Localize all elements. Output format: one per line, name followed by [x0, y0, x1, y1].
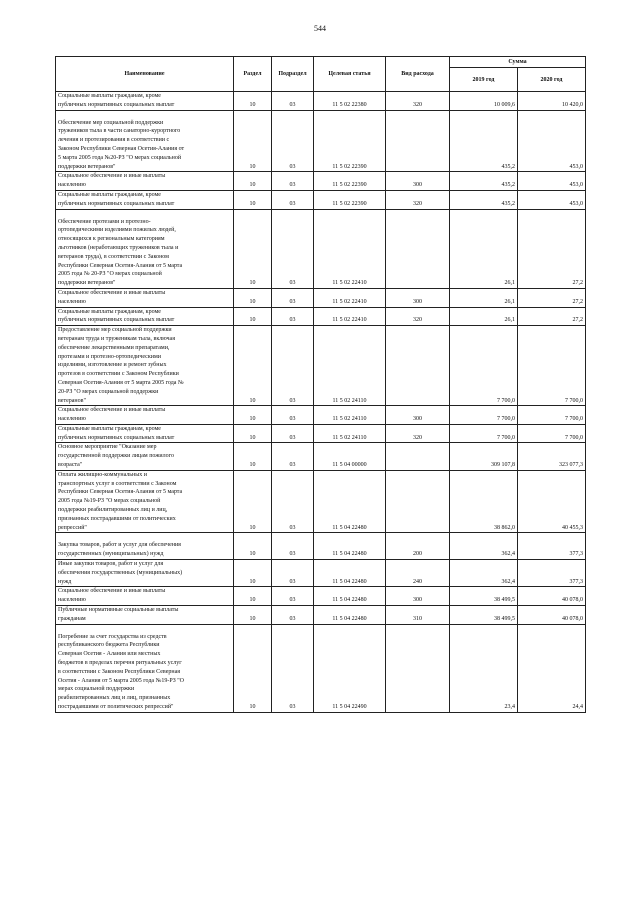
table-row: [56, 587, 586, 606]
row-expense-type: 200: [386, 533, 450, 560]
row-section: 10: [234, 533, 272, 560]
page-number: 544: [314, 24, 326, 33]
row-name-line: Обеспечение мер социальной поддержки: [58, 119, 164, 126]
row-section: 10: [234, 606, 272, 625]
row-name-line: обеспечения государственных (муниципальных): [58, 569, 183, 576]
row-section: 10: [234, 307, 272, 326]
row-name-line: Иные закупки товаров, работ и услуг для: [58, 561, 164, 568]
row-subsection: 03: [272, 587, 314, 606]
row-name-line: ветеранов": [58, 397, 86, 404]
row-expense-type: [386, 443, 450, 470]
row-name-line: мерах социальной поддержки: [58, 686, 135, 693]
row-section: 10: [234, 443, 272, 470]
row-name-line: ортопедическими изделиями пожилых людей,: [58, 227, 176, 234]
row-section: 10: [234, 209, 272, 288]
header-target: Целевая статья: [314, 57, 386, 92]
row-expense-type: 300: [386, 172, 450, 191]
row-amount-2019: 362,4: [450, 560, 518, 587]
row-section: 10: [234, 110, 272, 172]
row-name-line: 20-РЗ "О мерах социальной поддержки: [58, 388, 159, 395]
row-section: 10: [234, 92, 272, 111]
row-name-line: протезов в соответствии с Законом Республики: [58, 371, 179, 378]
row-name-cell: [56, 560, 234, 587]
row-target: 11 5 02 24110: [314, 424, 386, 443]
row-expense-type: 320: [386, 92, 450, 111]
row-name-line: нужд: [58, 578, 72, 585]
row-section: 10: [234, 172, 272, 191]
row-section: 10: [234, 624, 272, 712]
row-name-line: гражданам: [58, 615, 86, 622]
row-name-line: населению: [58, 416, 86, 423]
row-name-line: Основное мероприятие "Оказание мер: [58, 444, 157, 451]
row-subsection: 03: [272, 326, 314, 406]
row-amount-2020: 7 700,0: [518, 326, 586, 406]
row-name-line: протезами и протезно-ортопедическими: [58, 353, 161, 360]
row-name-cell: [56, 443, 234, 470]
row-target: 11 5 02 22390: [314, 110, 386, 172]
row-name-cell: [56, 424, 234, 443]
row-amount-2019: 7 700,0: [450, 424, 518, 443]
row-name-line: государственной поддержки лицам пожилого: [58, 453, 174, 460]
row-amount-2020: 27,2: [518, 307, 586, 326]
row-amount-2020: 453,0: [518, 190, 586, 209]
row-target: 11 5 04 22480: [314, 470, 386, 533]
row-amount-2019: 362,4: [450, 533, 518, 560]
row-target: 11 5 02 22380: [314, 92, 386, 111]
row-section: 10: [234, 190, 272, 209]
row-name-line: Северная Осетия - Алания или местных: [58, 651, 161, 658]
row-name-line: возраста": [58, 462, 83, 469]
table-row: [56, 443, 586, 470]
table-row: [56, 92, 586, 111]
row-target: 11 5 04 22480: [314, 533, 386, 560]
header-subsection: Подраздел: [272, 57, 314, 92]
row-name-cell: [56, 470, 234, 533]
row-name-cell: [56, 406, 234, 425]
row-name-line: Социальные выплаты гражданам, кроме: [58, 308, 161, 315]
row-section: 10: [234, 587, 272, 606]
budget-table: [55, 56, 586, 713]
row-target: 11 5 02 24110: [314, 326, 386, 406]
table-row: [56, 606, 586, 625]
row-subsection: 03: [272, 172, 314, 191]
row-name-line: ветеранов труда), в соответствии с Законом: [58, 253, 169, 260]
row-name-line: ветеранам труда и труженикам тыла, включая: [58, 335, 175, 342]
row-name-line: Предоставление мер социальной поддержки: [58, 327, 172, 334]
row-name-line: поддержки реабилитированных лиц и лиц,: [58, 507, 168, 514]
row-target: 11 5 04 22480: [314, 606, 386, 625]
row-expense-type: [386, 326, 450, 406]
row-name-cell: [56, 110, 234, 172]
table-row: [56, 533, 586, 560]
table-row: [56, 624, 586, 712]
row-amount-2020: 377,3: [518, 533, 586, 560]
row-name-line: Социальное обеспечение и иные выплаты: [58, 289, 166, 296]
row-target: 11 5 02 22410: [314, 307, 386, 326]
row-name-line: пострадавшими от политических репрессий": [58, 704, 174, 710]
row-amount-2020: 27,2: [518, 288, 586, 307]
row-name-line: населению: [58, 298, 86, 305]
table-row: [56, 424, 586, 443]
row-name-line: льготников (неработающих тружеников тыла и: [58, 244, 179, 251]
row-expense-type: 300: [386, 288, 450, 307]
row-name-line: Социальные выплаты гражданам, кроме: [58, 191, 161, 198]
row-amount-2019: 7 700,0: [450, 406, 518, 425]
row-amount-2019: 435,2: [450, 110, 518, 172]
row-amount-2020: 323 077,3: [518, 443, 586, 470]
row-amount-2020: 40 455,3: [518, 470, 586, 533]
row-name-cell: [56, 533, 234, 560]
header-sum: Сумма: [450, 57, 586, 68]
row-expense-type: 320: [386, 424, 450, 443]
row-name-line: Социальные выплаты гражданам, кроме: [58, 93, 161, 99]
row-name-line: населению: [58, 597, 86, 604]
row-subsection: 03: [272, 424, 314, 443]
row-name-line: публичных нормативных социальных выплат: [58, 101, 175, 108]
row-name-line: Социальные выплаты гражданам, кроме: [58, 425, 161, 432]
row-name-line: Социальное обеспечение и иные выплаты: [58, 588, 166, 595]
row-name-line: Оплата жилищно-коммунальных и: [58, 471, 147, 478]
row-name-line: публичных нормативных социальных выплат: [58, 317, 175, 324]
table-row: [56, 110, 586, 172]
row-name-line: Социальное обеспечение и иные выплаты: [58, 407, 166, 414]
row-subsection: 03: [272, 443, 314, 470]
row-section: 10: [234, 288, 272, 307]
row-name-line: Осетия - Алания от 5 марта 2005 года №19-РЗ "О: [58, 677, 185, 684]
row-subsection: 03: [272, 110, 314, 172]
row-target: 11 5 02 22410: [314, 209, 386, 288]
row-amount-2020: 40 078,0: [518, 606, 586, 625]
row-name-cell: [56, 190, 234, 209]
row-name-line: репрессий": [58, 524, 87, 531]
row-name-line: признанных пострадавшими от политических: [58, 515, 176, 522]
row-name-line: публичных нормативных социальных выплат: [58, 200, 175, 207]
row-name-line: Публичные нормативные социальные выплаты: [58, 607, 179, 614]
row-expense-type: 240: [386, 560, 450, 587]
row-section: 10: [234, 326, 272, 406]
row-expense-type: 300: [386, 587, 450, 606]
row-amount-2020: 377,3: [518, 560, 586, 587]
row-section: 10: [234, 560, 272, 587]
row-name-line: республиканского бюджета Республики: [58, 642, 160, 649]
row-target: 11 5 04 00000: [314, 443, 386, 470]
row-name-line: 2005 года №19-РЗ "О мерах социальной: [58, 498, 161, 505]
row-name-line: изделиями, изготовление и ремонт зубных: [58, 362, 167, 369]
row-amount-2019: 38 862,0: [450, 470, 518, 533]
row-amount-2019: 435,2: [450, 190, 518, 209]
header-year-2019: 2019 год: [450, 68, 518, 92]
row-name-line: Законом Республики Северная Осетия-Алания от: [58, 145, 185, 152]
header-section: Раздел: [234, 57, 272, 92]
row-target: 11 5 04 22490: [314, 624, 386, 712]
row-name-line: тружеников тыла в части санаторно-курортного: [58, 128, 181, 135]
row-target: 11 5 02 24110: [314, 406, 386, 425]
row-subsection: 03: [272, 606, 314, 625]
row-name-line: лечения и протезирования в соответствии с: [58, 137, 170, 144]
row-name-line: бюджетов в пределах перечня ритуальных услуг: [58, 660, 182, 667]
row-name-line: Социальное обеспечение и иные выплаты: [58, 173, 166, 180]
row-amount-2020: 24,4: [518, 624, 586, 712]
row-target: 11 5 04 22480: [314, 587, 386, 606]
row-name-cell: [56, 288, 234, 307]
row-name-line: в соответствии с Законом Республики Северная: [58, 668, 181, 675]
row-amount-2019: 26,1: [450, 209, 518, 288]
row-expense-type: [386, 209, 450, 288]
row-subsection: 03: [272, 190, 314, 209]
row-name-line: относящихся к региональным категориям: [58, 236, 165, 243]
row-name-cell: [56, 624, 234, 712]
row-subsection: 03: [272, 209, 314, 288]
row-name-cell: [56, 209, 234, 288]
row-subsection: 03: [272, 470, 314, 533]
header-year-2020: 2020 год: [518, 68, 586, 92]
table-row: [56, 209, 586, 288]
row-amount-2019: 26,1: [450, 307, 518, 326]
row-amount-2019: 7 700,0: [450, 326, 518, 406]
table-row: [56, 307, 586, 326]
row-amount-2019: 10 009,6: [450, 92, 518, 111]
table-row: [56, 470, 586, 533]
table-row: [56, 190, 586, 209]
row-subsection: 03: [272, 560, 314, 587]
row-name-line: поддержки ветеранов": [58, 163, 116, 170]
table-row: [56, 406, 586, 425]
table-row: [56, 288, 586, 307]
row-name-line: Республики Северная Осетия-Алания от 5 марта: [58, 489, 183, 496]
row-name-line: обеспечение лекарственными препаратами,: [58, 344, 170, 351]
row-target: 11 5 02 22390: [314, 172, 386, 191]
row-expense-type: 300: [386, 406, 450, 425]
row-name-line: Обеспечение протезами и протезно-: [58, 218, 151, 225]
row-name-cell: [56, 92, 234, 111]
row-subsection: 03: [272, 288, 314, 307]
row-name-line: Погребение за счет государства из средств: [58, 633, 167, 640]
row-expense-type: 320: [386, 307, 450, 326]
row-name-line: 5 марта 2005 года №20-РЗ "О мерах социальной: [58, 154, 182, 161]
header-expense-type: Вид расхода: [386, 57, 450, 92]
row-name-cell: [56, 307, 234, 326]
row-name-line: населению: [58, 182, 86, 189]
row-section: 10: [234, 406, 272, 425]
row-amount-2020: 10 420,0: [518, 92, 586, 111]
row-target: 11 5 02 22390: [314, 190, 386, 209]
row-expense-type: [386, 110, 450, 172]
row-name-cell: [56, 606, 234, 625]
row-amount-2019: 38 499,5: [450, 606, 518, 625]
row-name-cell: [56, 587, 234, 606]
row-amount-2020: 453,0: [518, 172, 586, 191]
row-expense-type: 310: [386, 606, 450, 625]
row-subsection: 03: [272, 307, 314, 326]
row-amount-2020: 27,2: [518, 209, 586, 288]
row-name-line: Северная Осетия-Алания от 5 марта 2005 года №: [58, 379, 184, 386]
row-name-line: поддержки ветеранов": [58, 280, 116, 287]
row-target: 11 5 02 22410: [314, 288, 386, 307]
row-expense-type: 320: [386, 190, 450, 209]
header-name: Наименование: [56, 57, 234, 92]
row-name-line: публичных нормативных социальных выплат: [58, 434, 175, 441]
row-name-cell: [56, 326, 234, 406]
row-name-line: реабилитированных лиц и лиц, признанных: [58, 695, 171, 702]
row-name-line: транспортных услуг в соответствии с Законом: [58, 480, 177, 487]
row-amount-2019: 309 107,8: [450, 443, 518, 470]
row-subsection: 03: [272, 406, 314, 425]
row-amount-2020: 7 700,0: [518, 406, 586, 425]
table-row: [56, 172, 586, 191]
table-row: [56, 560, 586, 587]
row-name-line: Республики Северная Осетия-Алания от 5 марта: [58, 262, 183, 269]
row-name-line: 2005 года № 20-РЗ "О мерах социальной: [58, 271, 162, 278]
row-target: 11 5 04 22480: [314, 560, 386, 587]
row-subsection: 03: [272, 533, 314, 560]
row-amount-2019: 435,2: [450, 172, 518, 191]
row-amount-2020: 7 700,0: [518, 424, 586, 443]
table-body: [56, 92, 586, 713]
row-expense-type: [386, 470, 450, 533]
row-expense-type: [386, 624, 450, 712]
row-amount-2020: 453,0: [518, 110, 586, 172]
row-subsection: 03: [272, 624, 314, 712]
row-section: 10: [234, 424, 272, 443]
row-amount-2019: 23,4: [450, 624, 518, 712]
row-name-line: государственных (муниципальных) нужд: [58, 551, 164, 558]
row-subsection: 03: [272, 92, 314, 111]
row-name-line: Закупка товаров, работ и услуг для обеспечения: [58, 542, 181, 549]
table-row: [56, 326, 586, 406]
row-section: 10: [234, 470, 272, 533]
row-amount-2020: 40 078,0: [518, 587, 586, 606]
row-amount-2019: 38 499,5: [450, 587, 518, 606]
row-name-cell: [56, 172, 234, 191]
row-amount-2019: 26,1: [450, 288, 518, 307]
